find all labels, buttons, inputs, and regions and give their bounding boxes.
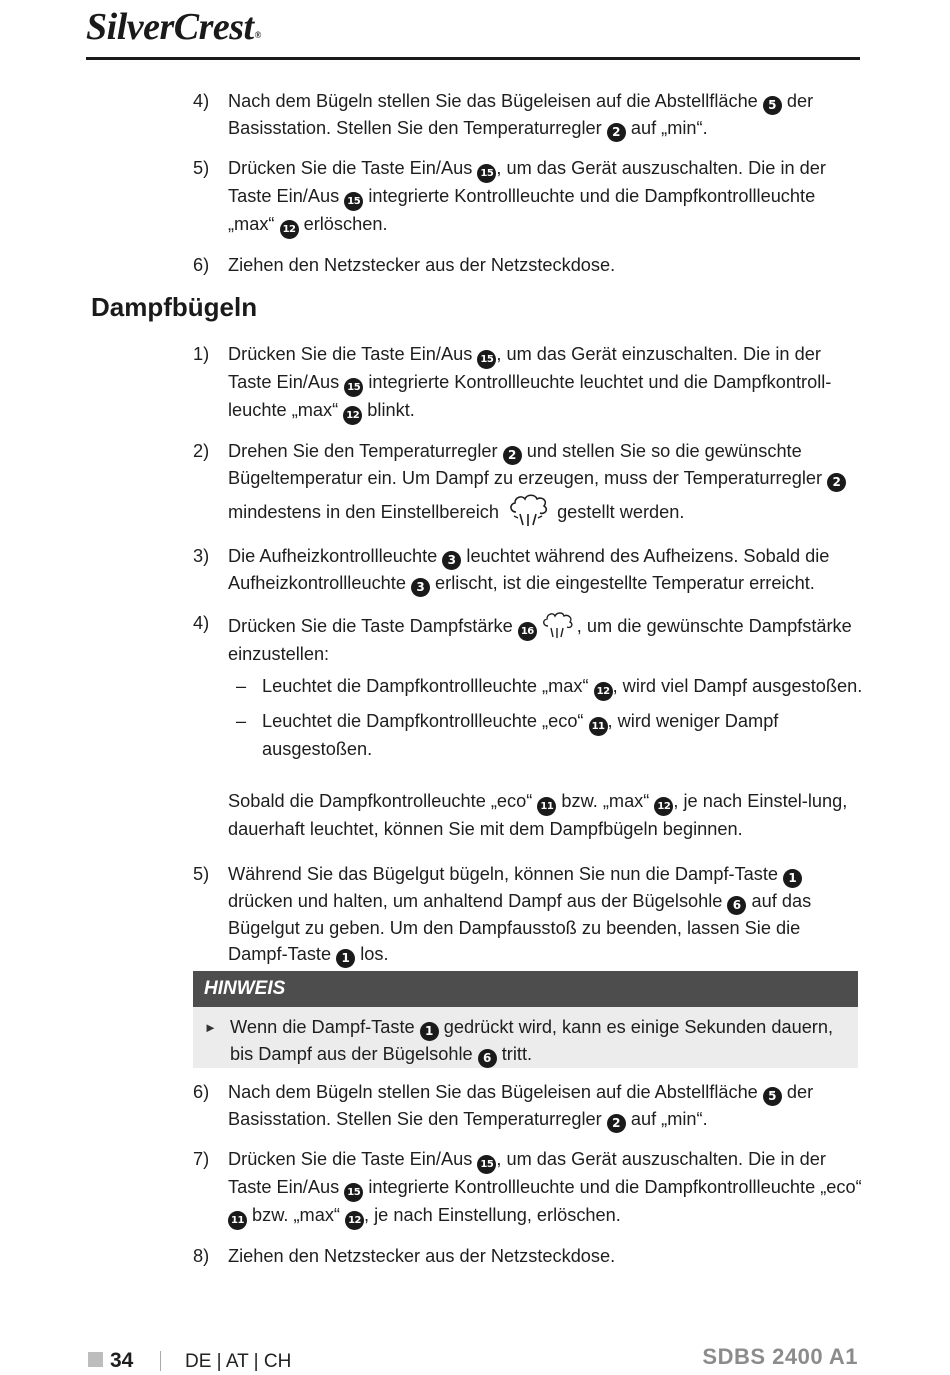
note-body — [193, 1007, 858, 1068]
dash: – — [236, 711, 247, 731]
step-4 — [193, 88, 863, 142]
step-text: Drücken Sie die Taste Dampfstärke — [228, 616, 518, 636]
step-text: Die Aufheizkontrollleuchte — [228, 546, 443, 566]
step-text: , um die gewünschte Dampfstärke einzustellen: — [228, 616, 852, 664]
steps-list-steam-burst — [193, 861, 863, 981]
step-text: Ziehen den Netzstecker aus der Netzsteckdose. — [228, 1246, 616, 1266]
step-text: der Basisstation. Stellen Sie den Temperaturregler — [228, 1082, 814, 1129]
step-text: bzw. „max“ — [247, 1205, 346, 1225]
paragraph-text: Sobald die Dampfkontrolleuchte „eco“ — [228, 791, 538, 811]
step-1 — [193, 341, 863, 425]
step-text: auf „min“. — [625, 1109, 708, 1129]
callout-11-icon: 11 — [537, 797, 556, 816]
callout-12-icon: 12 — [280, 220, 299, 239]
step-text: Drücken Sie die Taste Ein/Aus — [228, 1149, 478, 1169]
step-6 — [193, 252, 863, 278]
step-6 — [193, 1079, 863, 1133]
step-2 — [193, 438, 863, 530]
step-number: 5) — [193, 158, 210, 178]
steam-button-icon — [539, 610, 575, 640]
callout-1-icon: 1 — [783, 869, 802, 888]
steps-list-steam-ironing — [193, 341, 863, 775]
footer-divider — [160, 1351, 161, 1371]
callout-1-icon: 1 — [336, 949, 355, 968]
step-number: 4) — [193, 91, 210, 111]
step-text: auf das Bügelgut zu geben. Um den Dampfausstoß zu beenden, lassen Sie die Dampf-Taste — [228, 891, 812, 964]
callout-5-icon: 5 — [763, 96, 782, 115]
step-text: integrierte Kontrollleuchte leuchtet und die Dampfkontroll-leuchte „max“ — [228, 372, 832, 420]
step-number: 5) — [193, 864, 210, 884]
step-5 — [193, 861, 863, 968]
callout-12-icon: 12 — [343, 406, 362, 425]
steps-list-finish — [193, 1079, 863, 1282]
note-text: gedrückt wird, kann es einige Sekunden dauern, bis Dampf aus der Bügelsohle — [230, 1017, 834, 1064]
list-item — [228, 673, 863, 701]
footer-square-mark — [88, 1352, 103, 1367]
step-text: Während Sie das Bügelgut bügeln, können Sie nun die Dampf-Taste — [228, 864, 784, 884]
step-text: Drücken Sie die Taste Ein/Aus — [228, 158, 478, 178]
step-text: erlöschen. — [298, 214, 388, 234]
page-number: 34 — [110, 1349, 134, 1372]
step-8 — [193, 1243, 863, 1269]
paragraph-text: , je nach Einstel-lung, dauerhaft leuchtet, können Sie mit dem Dampfbügeln beginnen. — [228, 791, 848, 839]
step-number: 3) — [193, 546, 210, 566]
language-codes: DE | AT | CH — [185, 1351, 292, 1372]
step-text: gestellt werden. — [552, 502, 685, 522]
step-text: Nach dem Bügeln stellen Sie das Bügeleisen auf die Abstellfläche — [228, 91, 763, 111]
callout-11-icon: 11 — [228, 1211, 247, 1230]
callout-15-icon: 15 — [344, 192, 363, 211]
paragraph-text: bzw. „max“ — [556, 791, 655, 811]
step-text: Drehen Sie den Temperaturregler — [228, 441, 503, 461]
steam-cloud-icon — [506, 492, 550, 530]
bullet-text: Leuchtet die Dampfkontrollleuchte „max“ — [262, 676, 594, 696]
note-header: HINWEIS — [193, 971, 858, 1007]
brand-name: SilverCrest — [86, 6, 254, 48]
step-number: 6) — [193, 255, 210, 275]
step-number: 1) — [193, 344, 210, 364]
step-text: und stellen Sie so die gewünschte Bügeltemperatur ein. Um Dampf zu erzeugen, muss der Temperaturregler — [228, 441, 828, 488]
step-text: los. — [355, 944, 389, 964]
brand-logo — [86, 4, 261, 50]
step-text: , um das Gerät einzuschalten. Die in der Taste Ein/Aus — [228, 344, 821, 392]
step-4 — [193, 610, 863, 762]
section-heading: Dampfbügeln — [91, 292, 258, 322]
triangle-right-icon: ► — [204, 1020, 217, 1035]
steps-list-ironing-end — [193, 88, 863, 291]
note-text: Wenn die Dampf-Taste — [230, 1017, 420, 1037]
callout-2-icon: 2 — [607, 1114, 626, 1133]
step-text: mindestens in den Einstellbereich — [228, 502, 505, 522]
callout-15-icon: 15 — [477, 1155, 496, 1174]
step-text: Drücken Sie die Taste Ein/Aus — [228, 344, 478, 364]
registered-mark: ® — [254, 30, 261, 40]
step-text: erlischt, ist die eingestellte Temperatur erreicht. — [430, 573, 815, 593]
step-text: der Basisstation. Stellen Sie den Temperaturregler — [228, 91, 814, 138]
info-paragraph — [228, 788, 858, 842]
callout-15-icon: 15 — [344, 1183, 363, 1202]
steam-level-list — [228, 673, 863, 762]
step-number: 4) — [193, 613, 210, 633]
step-text: , um das Gerät auszuschalten. Die in der Taste Ein/Aus — [228, 158, 826, 206]
step-number: 7) — [193, 1149, 210, 1169]
model-number: SDBS 2400 A1 — [702, 1344, 858, 1369]
step-text: drücken und halten, um anhaltend Dampf aus der Bügelsohle — [228, 891, 728, 911]
callout-2-icon: 2 — [607, 123, 626, 142]
step-text: Ziehen den Netzstecker aus der Netzsteckdose. — [228, 255, 616, 275]
note-text: tritt. — [496, 1044, 533, 1064]
step-text: integrierte Kontrollleuchte und die Dampfkontrollleuchte „eco“ — [363, 1177, 862, 1197]
step-number: 6) — [193, 1082, 210, 1102]
callout-6-icon: 6 — [478, 1049, 497, 1068]
callout-3-icon: 3 — [411, 578, 430, 597]
step-3 — [193, 543, 863, 597]
callout-1-icon: 1 — [420, 1022, 439, 1041]
step-number: 8) — [193, 1246, 210, 1266]
callout-2-icon: 2 — [827, 473, 846, 492]
step-text: , um das Gerät auszuschalten. Die in der Taste Ein/Aus — [228, 1149, 826, 1197]
bullet-text: , wird weniger Dampf ausgestoßen. — [262, 711, 779, 759]
callout-15-icon: 15 — [477, 350, 496, 369]
callout-6-icon: 6 — [727, 896, 746, 915]
step-5 — [193, 155, 863, 239]
callout-12-icon: 12 — [345, 1211, 364, 1230]
step-text: leuchtet während des Aufheizens. Sobald die Aufheizkontrollleuchte — [228, 546, 830, 593]
step-number: 2) — [193, 441, 210, 461]
dash: – — [236, 676, 247, 696]
callout-11-icon: 11 — [589, 717, 608, 736]
step-text: auf „min“. — [625, 118, 708, 138]
step-text: integrierte Kontrollleuchte und die Dampfkontrollleuchte „max“ — [228, 186, 816, 234]
bullet-text: , wird viel Dampf ausgestoßen. — [612, 676, 863, 696]
callout-15-icon: 15 — [477, 164, 496, 183]
step-text: Nach dem Bügeln stellen Sie das Bügeleisen auf die Abstellfläche — [228, 1082, 763, 1102]
step-7 — [193, 1146, 863, 1230]
callout-12-icon: 12 — [594, 682, 613, 701]
step-text: blinkt. — [362, 400, 415, 420]
list-item — [228, 708, 863, 762]
callout-3-icon: 3 — [442, 551, 461, 570]
callout-12-icon: 12 — [654, 797, 673, 816]
step-text: , je nach Einstellung, erlöschen. — [364, 1205, 621, 1225]
header-rule — [86, 57, 860, 60]
callout-16-icon: 16 — [518, 622, 537, 641]
bullet-text: Leuchtet die Dampfkontrollleuchte „eco“ — [262, 711, 589, 731]
callout-2-icon: 2 — [503, 446, 522, 465]
callout-5-icon: 5 — [763, 1087, 782, 1106]
callout-15-icon: 15 — [344, 378, 363, 397]
